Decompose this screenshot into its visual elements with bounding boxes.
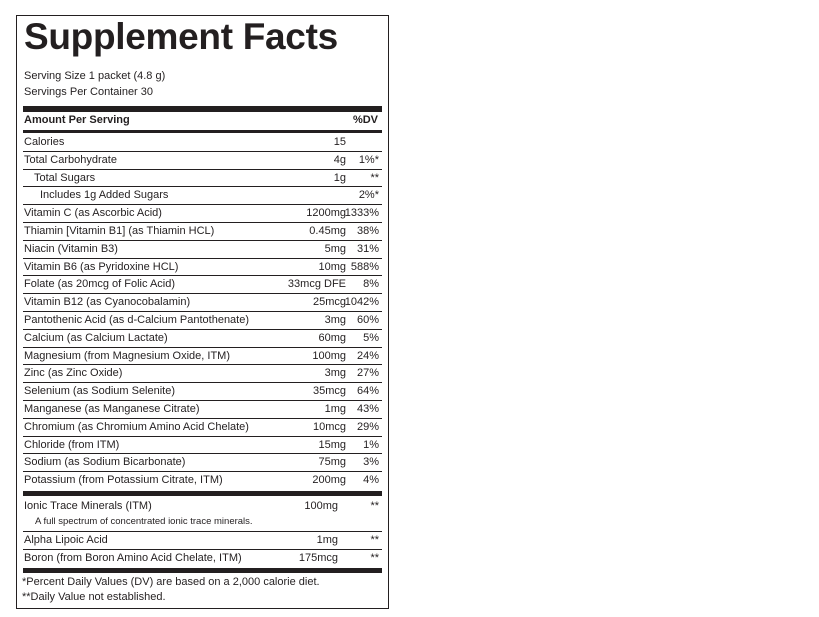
nutrient-row [23,419,382,437]
nutrient-name: Thiamin [Vitamin B1] (as Thiamin HCL) [24,225,215,237]
nutrient-amount: 3mg [324,314,346,326]
other-ingredient-row [23,550,382,568]
nutrient-name: Magnesium (from Magnesium Oxide, ITM) [24,349,230,362]
dv-label: %DV [352,114,378,126]
nutrient-name: Vitamin B6 (as Pyridoxine HCL) [24,260,179,273]
nutrient-dv: 43% [356,403,379,415]
dv-footnote: *Percent Daily Values (DV) are based on a 2,000 calorie diet. [22,576,320,588]
nutrient-row [23,152,382,170]
nutrient-row [23,241,382,259]
nutrient-row [23,454,382,472]
nutrient-amount: 33mcg DFE [287,278,346,291]
nutrient-name: Calories [24,136,65,148]
servings-per-container: Servings Per Container 30 [24,86,154,98]
nutrient-amount: 35mcg [312,385,346,398]
nutrient-row [23,330,382,348]
nutrient-amount: 10mcg [312,420,346,433]
nutrient-row [23,259,382,277]
ingredient-amount: 100mg [304,500,338,512]
nutrient-name: Pantothenic Acid (as d-Calcium Pantothenate) [24,314,250,326]
nutrient-name: Chromium (as Chromium Amino Acid Chelate) [24,420,249,433]
ingredient-name: Alpha Lipoic Acid [24,534,108,546]
nutrient-name: Selenium (as Sodium Selenite) [24,385,176,398]
nutrient-amount: 10mg [318,260,346,273]
ingredient-amount: 1mg [316,534,338,546]
nutrient-row [23,437,382,455]
thick-divider-bottom [23,568,382,573]
nutrient-amount: 100mg [312,349,346,362]
not-established-footnote: **Daily Value not established. [22,591,166,603]
nutrient-row [23,170,382,188]
nutrient-row [23,205,382,223]
nutrient-name: Sodium (as Sodium Bicarbonate) [24,456,186,469]
nutrient-amount: 5mg [324,242,346,255]
nutrient-dv: 27% [356,367,379,380]
nutrient-name: Niacin (Vitamin B3) [24,242,118,255]
nutrient-dv: 588% [350,260,379,273]
serving-size: Serving Size 1 packet (4.8 g) [24,70,166,82]
nutrient-dv: 4% [363,474,379,487]
nutrient-row [23,134,382,152]
nutrient-dv: 31% [356,242,379,255]
nutrient-name: Calcium (as Calcium Lactate) [24,331,168,344]
nutrient-amount: 75mg [318,456,346,469]
nutrient-dv: 24% [356,349,379,362]
ingredient-dv: ** [370,500,379,512]
supplement-facts-panel [16,15,389,609]
nutrient-name: Total Carbohydrate [24,153,117,166]
nutrient-row [23,294,382,312]
ingredient-amount: 175mcg [298,552,338,564]
thick-divider [23,106,382,112]
nutrient-amount: 1g [333,171,346,184]
nutrient-row [23,365,382,383]
nutrient-dv: 1% [363,438,379,451]
ingredient-name: Ionic Trace Minerals (ITM) [24,500,152,512]
nutrient-amount: 15mg [318,438,346,451]
nutrient-amount: 1200mg [306,207,346,220]
nutrient-name: Vitamin C (as Ascorbic Acid) [24,207,162,220]
nutrient-dv: 60% [356,314,379,326]
ingredient-dv: ** [370,534,379,546]
ingredient-dv: ** [370,552,379,564]
ingredient-name: Boron (from Boron Amino Acid Chelate, ITM) [24,552,242,564]
nutrient-amount: 15 [333,136,346,148]
nutrient-row [23,472,382,490]
nutrient-dv: 29% [356,420,379,433]
other-ingredient-row [23,532,382,550]
nutrient-dv: 1042% [344,296,379,309]
nutrient-dv: 38% [356,225,379,237]
nutrient-amount: 3mg [324,367,346,380]
nutrient-name: Total Sugars [34,171,96,184]
nutrient-row [23,401,382,419]
nutrient-row [23,187,382,205]
nutrient-name: Folate (as 20mcg of Folic Acid) [24,278,176,291]
nutrient-name: Zinc (as Zinc Oxide) [24,367,123,380]
nutrient-amount: 1mg [324,403,346,415]
nutrient-dv: 3% [363,456,379,469]
nutrient-amount: 4g [333,153,346,166]
nutrient-dv: ** [370,171,379,184]
other-ingredient-row [23,498,382,532]
amount-per-serving-label: Amount Per Serving [24,114,130,126]
nutrient-row [23,276,382,294]
nutrient-amount: 200mg [312,474,346,487]
nutrient-row [23,348,382,366]
nutrient-row [23,223,382,241]
nutrient-name: Potassium (from Potassium Citrate, ITM) [24,474,223,487]
nutrient-name: Manganese (as Manganese Citrate) [24,403,200,415]
nutrient-dv: 8% [363,278,379,291]
nutrient-dv: 1333% [344,207,379,220]
nutrient-dv: 64% [356,385,379,398]
nutrient-name: Includes 1g Added Sugars [40,189,169,202]
medium-divider [23,130,382,133]
nutrient-row [23,312,382,330]
nutrient-dv: 5% [363,331,379,344]
thick-divider-lower [23,491,382,496]
nutrient-amount: 25mcg [312,296,346,309]
nutrient-row [23,383,382,401]
nutrient-name: Vitamin B12 (as Cyanocobalamin) [24,296,191,309]
nutrient-amount: 60mg [318,331,346,344]
nutrient-dv: 2%* [358,189,379,202]
nutrient-name: Chloride (from ITM) [24,438,120,451]
nutrient-dv: 1%* [358,153,379,166]
panel-title: Supplement Facts [24,16,338,57]
nutrient-amount: 0.45mg [309,225,346,237]
ingredient-note: A full spectrum of concentrated ionic trace minerals. [35,516,253,527]
